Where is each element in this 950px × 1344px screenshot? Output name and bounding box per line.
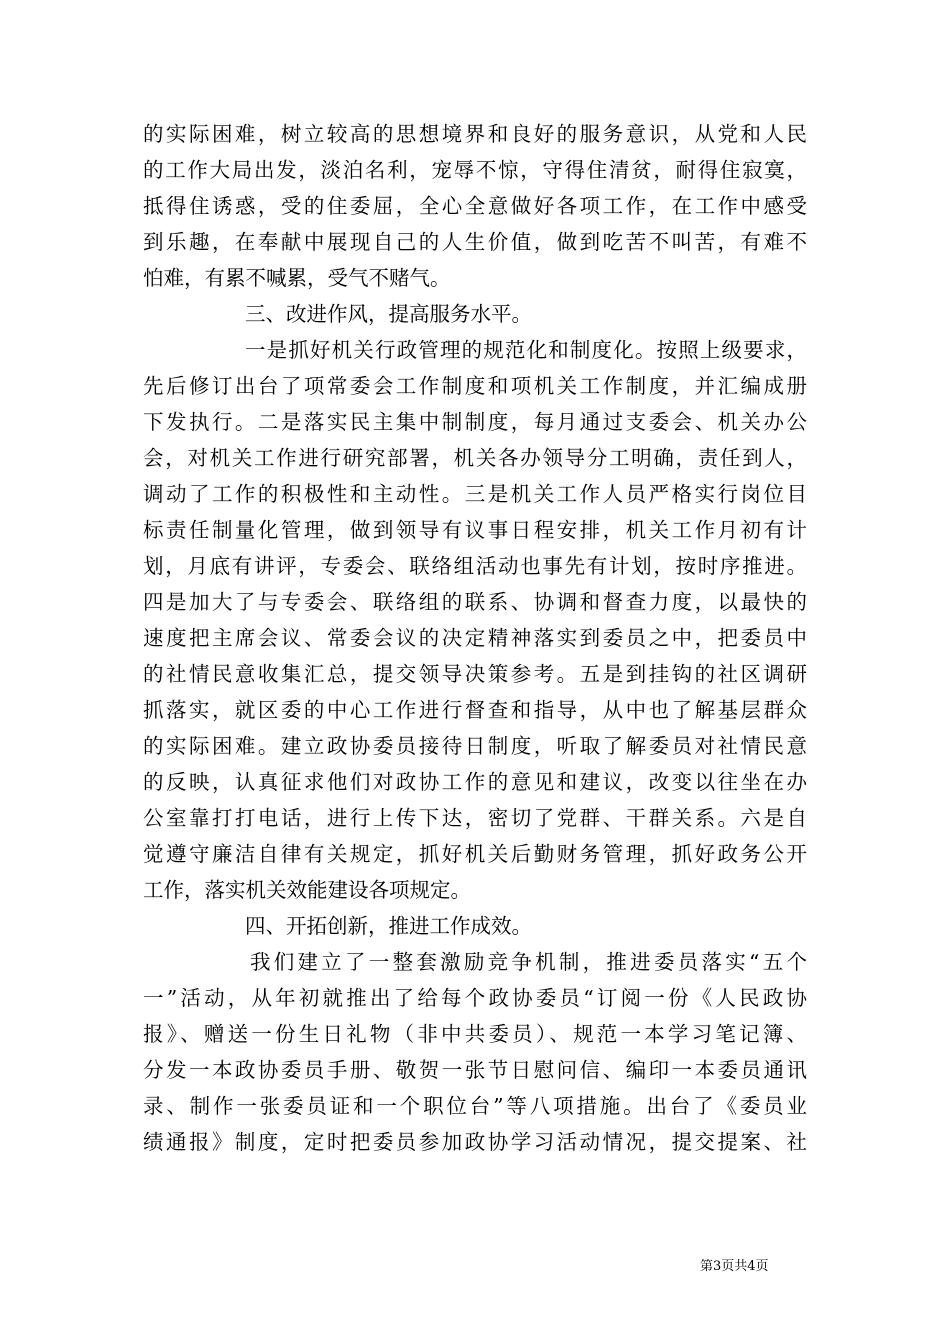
text-line: 的社情民意收集汇总，提交领导决策参考。五是到挂钩的社区调研 (143, 662, 807, 686)
text-line: 的工作大局出发，淡泊名利，宠辱不惊，守得住清贫，耐得住寂寞， (143, 158, 807, 182)
text-line: 先后修订出台了项常委会工作制度和项机关工作制度，并汇编成册 (143, 374, 807, 398)
text-line: 速度把主席会议、常委会议的决定精神落实到委员之中，把委员中 (143, 626, 807, 650)
text-line: 绩通报》制度，定时把委员参加政协学习活动情况，提交提案、社 (143, 1130, 807, 1154)
text-line: 怕难，有累不喊累，受气不赌气。 (143, 266, 451, 290)
text-line: 会，对机关工作进行研究部署，机关各办领导分工明确，责任到人， (143, 446, 807, 470)
text-line: 一是抓好机关行政管理的规范化和制度化。按照上级要求， (245, 338, 807, 362)
text-line: 四是加大了与专委会、联络组的联系、协调和督查力度，以最快的 (143, 590, 807, 614)
text-line: 报》、赠送一份生日礼物（非中共委员）、规范一本学习笔记簿、 (143, 1022, 807, 1046)
text-line: 我们建立了一整套激励竞争机制，推进委员落实“五个 (250, 950, 807, 974)
text-line: 抵得住诱惑，受的住委屈，全心全意做好各项工作，在工作中感受 (143, 194, 807, 218)
text-line: 下发执行。二是落实民主集中制制度，每月通过支委会、机关办公 (143, 410, 807, 434)
text-line: 抓落实，就区委的中心工作进行督查和指导，从中也了解基层群众 (143, 698, 807, 722)
text-line: 的实际困难。建立政协委员接待日制度，听取了解委员对社情民意 (143, 734, 807, 758)
text-line: 划，月底有讲评，专委会、联络组活动也事先有计划，按时序推进。 (143, 554, 807, 578)
section-heading: 三、改进作风，提高服务水平。 (245, 302, 532, 326)
text-line: 的反映，认真征求他们对政协工作的意见和建议，改变以往坐在办 (143, 770, 807, 794)
text-line: 工作，落实机关效能建设各项规定。 (143, 878, 471, 902)
text-line: 分发一本政协委员手册、敬贺一张节日慰问信、编印一本委员通讯 (143, 1058, 807, 1082)
page-number-footer: 第3页共4页 (700, 1259, 769, 1274)
text-line: 公室靠打打电话，进行上传下达，密切了党群、干群关系。六是自 (143, 806, 807, 830)
text-line: 的实际困难，树立较高的思想境界和良好的服务意识，从党和人民 (143, 122, 807, 146)
text-line: 觉遵守廉洁自律有关规定，抓好机关后勤财务管理，抓好政务公开 (143, 842, 807, 866)
text-line: 一”活动，从年初就推出了给每个政协委员“订阅一份《人民政协 (143, 986, 807, 1010)
section-heading: 四、开拓创新，推进工作成效。 (245, 914, 532, 938)
text-line: 调动了工作的积极性和主动性。三是机关工作人员严格实行岗位目 (143, 482, 807, 506)
text-line: 标责任制量化管理，做到领导有议事日程安排，机关工作月初有计 (143, 518, 807, 542)
text-line: 录、制作一张委员证和一个职位台”等八项措施。出台了《委员业 (143, 1094, 807, 1118)
text-line: 到乐趣，在奉献中展现自己的人生价值，做到吃苦不叫苦，有难不 (143, 230, 807, 254)
